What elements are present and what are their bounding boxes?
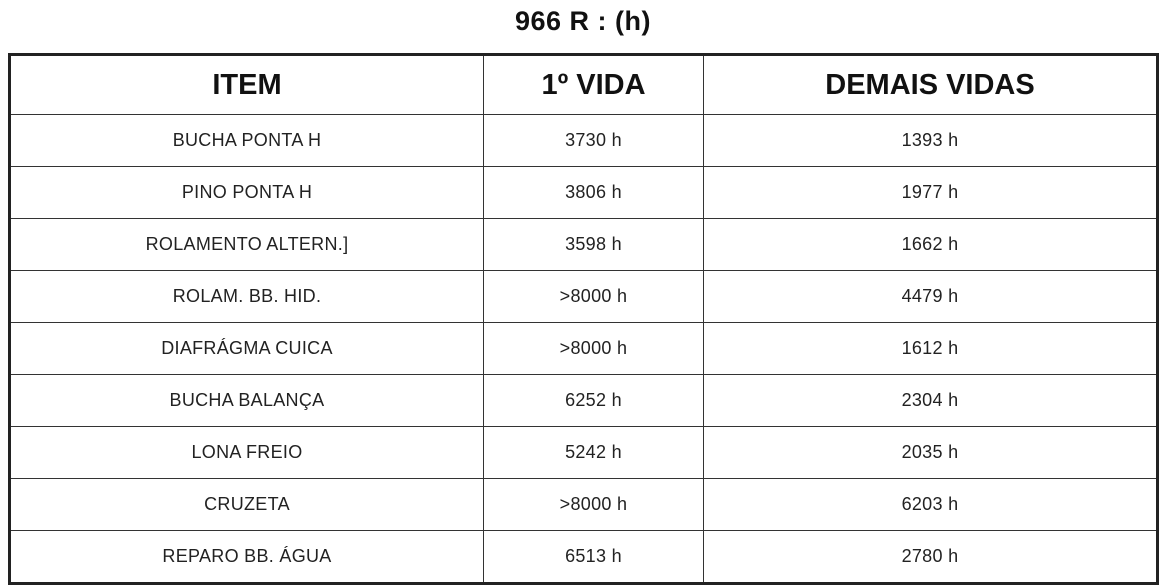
service-life-table	[8, 53, 1159, 585]
first-life-cell: 3598 h	[484, 219, 704, 271]
item-cell: LONA FREIO	[10, 427, 484, 479]
table-row	[10, 427, 1158, 479]
item-cell: DIAFRÁGMA CUICA	[10, 323, 484, 375]
page-title: 966 R : (h)	[514, 6, 652, 36]
first-life-cell: >8000 h	[484, 323, 704, 375]
other-lives-cell: 1662 h	[704, 219, 1158, 271]
first-life-cell: >8000 h	[484, 479, 704, 531]
other-lives-cell: 1393 h	[704, 115, 1158, 167]
table-row	[10, 531, 1158, 584]
item-cell: CRUZETA	[10, 479, 484, 531]
first-life-cell: >8000 h	[484, 271, 704, 323]
item-cell: ROLAM. BB. HID.	[10, 271, 484, 323]
column-header-other-lives: DEMAIS VIDAS	[704, 55, 1158, 115]
item-cell: BUCHA BALANÇA	[10, 375, 484, 427]
table-row	[10, 479, 1158, 531]
table-row	[10, 271, 1158, 323]
table-row	[10, 115, 1158, 167]
other-lives-cell: 4479 h	[704, 271, 1158, 323]
first-life-cell: 6252 h	[484, 375, 704, 427]
first-life-cell: 3806 h	[484, 167, 704, 219]
table-header-row	[10, 55, 1158, 115]
item-cell: REPARO BB. ÁGUA	[10, 531, 484, 584]
other-lives-cell: 2780 h	[704, 531, 1158, 584]
table-row	[10, 167, 1158, 219]
first-life-cell: 3730 h	[484, 115, 704, 167]
item-cell: ROLAMENTO ALTERN.]	[10, 219, 484, 271]
table-row	[10, 323, 1158, 375]
other-lives-cell: 1612 h	[704, 323, 1158, 375]
table-row	[10, 375, 1158, 427]
column-header-item: ITEM	[10, 55, 484, 115]
first-life-cell: 5242 h	[484, 427, 704, 479]
first-life-cell: 6513 h	[484, 531, 704, 584]
item-cell: PINO PONTA H	[10, 167, 484, 219]
other-lives-cell: 6203 h	[704, 479, 1158, 531]
item-cell: BUCHA PONTA H	[10, 115, 484, 167]
other-lives-cell: 2035 h	[704, 427, 1158, 479]
other-lives-cell: 2304 h	[704, 375, 1158, 427]
other-lives-cell: 1977 h	[704, 167, 1158, 219]
table-row	[10, 219, 1158, 271]
column-header-first-life: 1º VIDA	[484, 55, 704, 115]
